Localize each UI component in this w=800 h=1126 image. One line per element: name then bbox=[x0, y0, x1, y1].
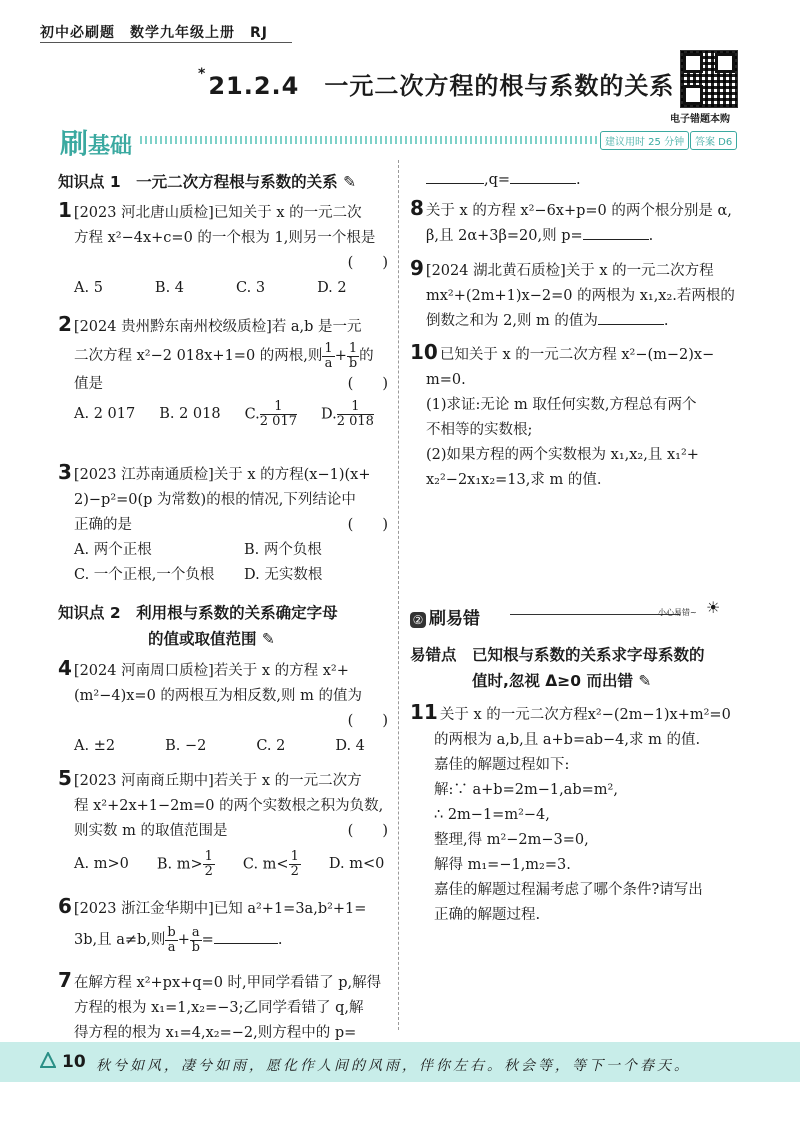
option-b[interactable]: B. 4 bbox=[154, 280, 185, 296]
section-title-text: 21.2.4 一元二次方程的根与系数的关系 bbox=[208, 72, 675, 100]
question-number: 3 bbox=[58, 460, 72, 484]
question-number: 4 bbox=[58, 656, 72, 680]
question-number: 10 bbox=[410, 340, 438, 364]
qr-corner bbox=[715, 53, 735, 73]
question-text-line: 二次方程 x²−2 018x+1=0 的两根,则 $\frac{1}{a}$ + $\frac{1}{b}$ 的 bbox=[74, 340, 374, 371]
question-text: 则实数 m 的取值范围是 bbox=[74, 823, 228, 839]
option-a[interactable]: A. ±2 bbox=[74, 738, 116, 754]
knowledge-point-1-text: 知识点 1 一元二次方程根与系数的关系 bbox=[58, 173, 338, 191]
question-text: (1)求证:无论 m 取任何实数,方程总有两个 bbox=[426, 397, 697, 413]
answer-blank-q[interactable] bbox=[510, 169, 576, 184]
plus-sign: + bbox=[177, 932, 190, 948]
pen-icon: ✎ bbox=[638, 672, 652, 690]
pen-icon: ✎ bbox=[343, 173, 357, 191]
solution-line: ∴ 2m−1=m²−4, bbox=[434, 807, 550, 823]
question-text: m=0. bbox=[426, 372, 466, 388]
answer-paren: ( ) bbox=[347, 823, 388, 839]
numerator: b bbox=[167, 924, 176, 940]
question-number: 2 bbox=[58, 312, 72, 336]
denominator: b bbox=[191, 939, 200, 955]
section-badge: ② bbox=[410, 612, 426, 628]
question-text: 正确的是 bbox=[74, 517, 132, 533]
option-c[interactable]: C. 2 bbox=[256, 738, 286, 754]
question-text: (m²−4)x=0 的两根互为相反数,则 m 的值为 bbox=[74, 688, 362, 704]
answer-paren: ( ) bbox=[347, 713, 388, 729]
pen-icon: ✎ bbox=[261, 630, 275, 648]
question-number: 9 bbox=[410, 256, 424, 280]
qr-code-icon[interactable] bbox=[680, 50, 738, 108]
option-a[interactable]: A. 2 017 bbox=[74, 405, 136, 422]
triangle-logo-icon bbox=[40, 1052, 56, 1068]
question-1 bbox=[58, 198, 388, 301]
question-text-line bbox=[58, 819, 388, 844]
question-text: (2)如果方程的两个实数根为 x₁,x₂,且 x₁²+ bbox=[426, 447, 699, 463]
answer-paren: ( ) bbox=[347, 255, 388, 271]
mistake-point-line1: 易错点 已知根与系数的关系求字母系数的 bbox=[410, 646, 705, 664]
question-text: 2)−p²=0(p 为常数)的根的情况,下列结论中 bbox=[74, 492, 356, 508]
question-6 bbox=[58, 894, 388, 958]
denominator: 2 018 bbox=[336, 413, 374, 429]
brush-title-small: 基础 bbox=[88, 134, 133, 159]
plus-sign: + bbox=[334, 348, 347, 364]
option-b-label: B. m> bbox=[156, 856, 203, 872]
numerator: 1 bbox=[290, 848, 299, 864]
question-number: 11 bbox=[410, 700, 438, 724]
mistake-tag: 小心易错~ bbox=[658, 608, 697, 617]
option-d-label: D. bbox=[321, 406, 337, 422]
dotted-divider bbox=[140, 136, 600, 144]
numerator: 1 bbox=[204, 848, 213, 864]
question-text: 在解方程 x²+px+q=0 时,甲同学看错了 p,解得 bbox=[73, 975, 382, 991]
option-b[interactable]: B. 2 018 bbox=[159, 405, 221, 422]
mistake-point-line2: 值时,忽视 Δ≥0 而出错 bbox=[472, 672, 633, 690]
answer-paren: ( ) bbox=[347, 376, 388, 392]
question-text: β,且 2α+3β=20,则 p= bbox=[426, 228, 583, 244]
question-number: 5 bbox=[58, 766, 72, 790]
answer-blank[interactable] bbox=[583, 225, 649, 240]
numerator: 1 bbox=[260, 400, 297, 415]
option-c-label: C. m< bbox=[242, 856, 289, 872]
equals-sign: = bbox=[201, 932, 214, 948]
question-7 bbox=[58, 968, 394, 1046]
question-text: 关于 x 的方程 x²−6x+p=0 的两个根分别是 α, bbox=[425, 203, 732, 219]
question-text: 方程的根为 x₁=1,x₂=−3;乙同学看错了 q,解 bbox=[74, 1000, 364, 1016]
answer-blank[interactable] bbox=[598, 310, 664, 325]
denominator: 2 bbox=[204, 863, 213, 879]
header-rule bbox=[40, 42, 292, 43]
answer-blank-p[interactable] bbox=[426, 169, 484, 184]
fraction-1-over-b bbox=[347, 342, 359, 371]
qr-caption: 电子错题本购 bbox=[670, 114, 730, 125]
option-a[interactable]: A. m>0 bbox=[74, 855, 129, 872]
fraction-1-over-a bbox=[322, 342, 334, 371]
mistake-header-rule bbox=[510, 614, 680, 615]
fraction-b-over-a bbox=[165, 926, 177, 955]
options-grid bbox=[58, 538, 388, 588]
answer-blank[interactable] bbox=[214, 929, 278, 944]
option-d[interactable]: D. 2 bbox=[317, 280, 347, 296]
options-row bbox=[58, 397, 388, 431]
question-text: 嘉佳的解题过程漏考虑了哪个条件?请写出 bbox=[434, 882, 703, 898]
knowledge-point-2 bbox=[58, 600, 388, 652]
question-number: 7 bbox=[58, 968, 72, 992]
options-row bbox=[58, 734, 388, 759]
mistake-point bbox=[410, 642, 750, 694]
question-text-line bbox=[58, 372, 388, 397]
section-star: * bbox=[198, 66, 207, 82]
brush-title-big: 刷 bbox=[60, 127, 89, 160]
brush-foundation-title bbox=[60, 122, 132, 162]
solution-line: 解:∵ a+b=2m−1,ab=m², bbox=[434, 782, 618, 798]
solution-line: 解得 m₁=−1,m₂=3. bbox=[434, 857, 571, 873]
column-divider bbox=[398, 160, 399, 1030]
option-b[interactable]: B. 两个负根 bbox=[244, 542, 322, 558]
option-d[interactable] bbox=[321, 400, 374, 429]
option-c[interactable]: C. 3 bbox=[236, 280, 266, 296]
book-header: 初中必刷题 数学九年级上册 RJ bbox=[40, 25, 268, 41]
question-text: 已知关于 x 的一元二次方程 x²−(m−2)x− bbox=[439, 347, 715, 363]
question-text-line: 3b,且 a≠b,则 $\frac{b}{a}$ + $\frac{a}{b}$ = . bbox=[74, 924, 283, 955]
answer-paren: ( ) bbox=[347, 517, 388, 533]
question-text: [2023 浙江金华期中]已知 a²+1=3a,b²+1= bbox=[73, 901, 367, 917]
option-c-label: C. bbox=[244, 406, 260, 422]
question-7-continued: ,q= . bbox=[426, 168, 756, 193]
fraction-a-over-b bbox=[190, 926, 202, 955]
option-d[interactable]: D. 无实数根 bbox=[244, 567, 323, 583]
question-text: 倒数之和为 2,则 m 的值为 bbox=[426, 313, 598, 329]
question-number: 8 bbox=[410, 196, 424, 220]
qr-corner bbox=[683, 53, 703, 73]
mistake-section-title: 刷易错 bbox=[429, 609, 480, 629]
option-b[interactable]: B. −2 bbox=[165, 738, 207, 754]
question-text: [2023 江苏南通质检]关于 x 的方程(x−1)(x+ bbox=[73, 467, 371, 483]
option-d[interactable]: D. 4 bbox=[335, 738, 365, 754]
option-c[interactable]: C. 一个正根,一个负根 bbox=[74, 567, 215, 583]
question-text: 不相等的实数根; bbox=[426, 422, 533, 438]
numerator: 1 bbox=[324, 340, 333, 356]
question-9: 9 [2024 湖北黄石质检]关于 x 的一元二次方程 mx²+(2m+1)x−2=0 的两根为 x₁,x₂.若两根的 倒数之和为 2,则 m 的值为 . bbox=[410, 256, 760, 334]
fraction-option-d bbox=[337, 400, 374, 429]
question-text: [2023 河南商丘期中]若关于 x 的一元二次方 bbox=[73, 773, 362, 789]
option-a[interactable]: A. 5 bbox=[74, 280, 103, 296]
question-text: 嘉佳的解题过程如下: bbox=[434, 757, 570, 773]
question-text: x₂²−2x₁x₂=13,求 m 的值. bbox=[426, 472, 602, 488]
question-text: mx²+(2m+1)x−2=0 的两根为 x₁,x₂.若两根的 bbox=[426, 288, 735, 304]
knowledge-point-2-line1: 知识点 2 利用根与系数的关系确定字母 bbox=[58, 604, 338, 622]
options-row bbox=[58, 844, 388, 884]
question-text: 得方程的根为 x₁=4,x₂=−2,则方程中的 p= bbox=[74, 1025, 357, 1041]
knowledge-point-1 bbox=[58, 170, 356, 192]
question-8: 8 关于 x 的方程 x²−6x+p=0 的两个根分别是 α, β,且 2α+3β=20,则 p= . bbox=[410, 196, 732, 244]
question-2 bbox=[58, 312, 388, 431]
question-text: 二次方程 x²−2 018x+1=0 的两根,则 bbox=[74, 348, 323, 364]
question-text: 3b,且 a≠b,则 bbox=[74, 932, 166, 948]
question-text: 值是 bbox=[74, 376, 103, 392]
question-text: 关于 x 的一元二次方程x²−(2m−1)x+m²=0 bbox=[439, 707, 731, 723]
suggested-time-badge: 建议用时 25 分钟 bbox=[600, 131, 689, 150]
question-text: [2023 河北唐山质检]已知关于 x 的一元二次 bbox=[73, 205, 362, 221]
denominator: 2 bbox=[290, 863, 299, 879]
section-title bbox=[198, 66, 674, 101]
fraction-option-c bbox=[260, 400, 297, 429]
numerator: 1 bbox=[348, 340, 358, 356]
option-c[interactable] bbox=[243, 850, 301, 879]
question-text: 的两根为 a,b,且 a+b=ab−4,求 m 的值. bbox=[434, 732, 701, 748]
question-10 bbox=[410, 340, 760, 493]
question-text: 程 x²+2x+1−2m=0 的两个实数根之积为负数, bbox=[74, 798, 384, 814]
knowledge-point-2-line2: 的值或取值范围 bbox=[148, 630, 257, 648]
lamp-icon: ☀ bbox=[706, 598, 721, 617]
page-number: 10 bbox=[62, 1052, 86, 1072]
denominator: a bbox=[324, 355, 333, 371]
question-11 bbox=[410, 700, 766, 928]
option-c[interactable] bbox=[245, 400, 297, 429]
denominator: 2 017 bbox=[259, 413, 297, 429]
denominator: b bbox=[348, 355, 358, 371]
question-text: [2024 河南周口质检]若关于 x 的方程 x²+ bbox=[73, 663, 349, 679]
numerator: 1 bbox=[337, 400, 374, 415]
question-number: 6 bbox=[58, 894, 72, 918]
numerator: a bbox=[191, 924, 200, 940]
option-b[interactable] bbox=[157, 850, 215, 879]
question-text: 正确的解题过程. bbox=[434, 907, 541, 923]
qr-corner bbox=[683, 85, 703, 105]
question-number: 1 bbox=[58, 198, 72, 222]
solution-line: 整理,得 m²−2m−3=0, bbox=[434, 832, 589, 848]
question-text: 方程 x²−4x+c=0 的一个根为 1,则另一个根是 bbox=[74, 230, 376, 246]
answer-page-badge: 答案 D6 bbox=[690, 131, 737, 150]
option-a[interactable]: A. 两个正根 bbox=[74, 542, 152, 558]
question-text: [2024 湖北黄石质检]关于 x 的一元二次方程 bbox=[425, 263, 714, 279]
question-5 bbox=[58, 766, 388, 884]
question-text-line bbox=[58, 513, 388, 538]
footer-motto: 秋兮如风，凄兮如雨，愿化作人间的风雨，伴你左右。秋会等，等下一个春天。 bbox=[96, 1058, 691, 1074]
option-d[interactable]: D. m<0 bbox=[328, 855, 385, 872]
mistake-section-header bbox=[410, 604, 480, 629]
question-text: ,q= bbox=[484, 172, 511, 188]
fraction-one-half bbox=[289, 850, 301, 879]
question-4 bbox=[58, 656, 388, 759]
denominator: a bbox=[167, 939, 176, 955]
question-text: [2024 贵州黔东南州校级质检]若 a,b 是一元 bbox=[73, 319, 362, 335]
question-3 bbox=[58, 460, 388, 588]
options-row bbox=[58, 276, 388, 301]
fraction-one-half bbox=[203, 850, 215, 879]
